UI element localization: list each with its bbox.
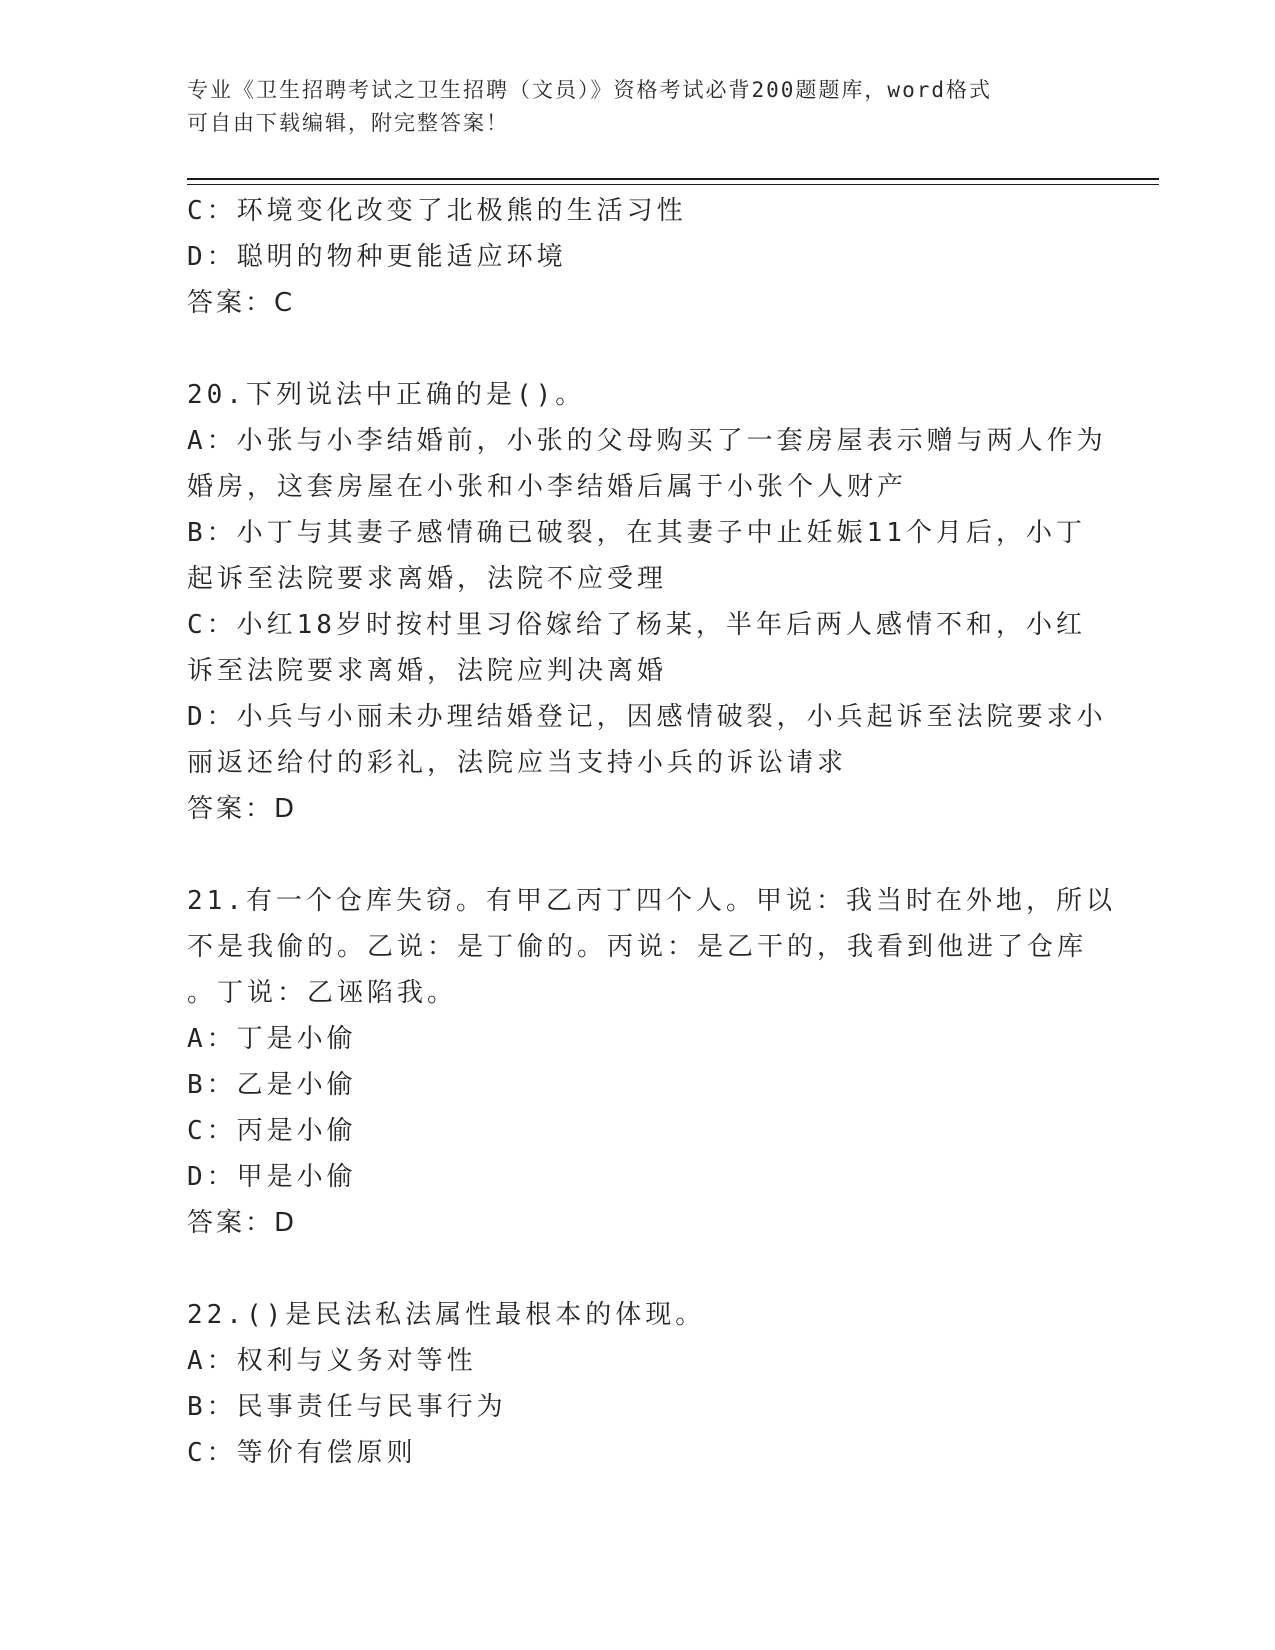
q21-stem-line-3: 。丁说：乙诬陷我。 bbox=[187, 978, 458, 1008]
q21-answer: 答案：D bbox=[187, 1208, 298, 1238]
q20-answer: 答案：D bbox=[187, 794, 298, 824]
spacer bbox=[187, 326, 1087, 372]
header-divider-thick bbox=[187, 178, 1159, 180]
q22-option-a: A：权利与义务对等性 bbox=[187, 1346, 477, 1376]
q20-stem: 20.下列说法中正确的是()。 bbox=[187, 380, 586, 410]
q20-option-a-line-2: 婚房，这套房屋在小张和小李结婚后属于小张个人财产 bbox=[187, 472, 908, 502]
q21-option-b: B：乙是小偷 bbox=[187, 1070, 357, 1100]
header-title-line-2: 可自由下载编辑，附完整答案！ bbox=[187, 111, 509, 135]
q19-option-d: D：聪明的物种更能适应环境 bbox=[187, 242, 567, 272]
header-title-line-1: 专业《卫生招聘考试之卫生招聘（文员）》资格考试必背200题题库，word格式 bbox=[187, 78, 992, 102]
header-divider-thin bbox=[187, 184, 1159, 185]
q20-option-d-line-1: D：小兵与小丽未办理结婚登记，因感情破裂，小兵起诉至法院要求小 bbox=[187, 702, 1107, 732]
q21-option-a: A：丁是小偷 bbox=[187, 1024, 357, 1054]
spacer bbox=[187, 832, 1087, 878]
spacer bbox=[187, 1246, 1087, 1292]
q22-option-b: B：民事责任与民事行为 bbox=[187, 1392, 507, 1422]
q20-option-b-line-1: B：小丁与其妻子感情确已破裂，在其妻子中止妊娠11个月后，小丁 bbox=[187, 518, 1086, 548]
q19-option-c: C：环境变化改变了北极熊的生活习性 bbox=[187, 196, 687, 226]
document-header bbox=[187, 74, 1087, 140]
q20-option-d-line-2: 丽返还给付的彩礼，法院应当支持小兵的诉讼请求 bbox=[187, 748, 848, 778]
q21-stem-line-2: 不是我偷的。乙说：是丁偷的。丙说：是乙干的，我看到他进了仓库 bbox=[187, 932, 1088, 962]
q19-answer: 答案：C bbox=[187, 288, 296, 318]
q21-option-c: C：丙是小偷 bbox=[187, 1116, 357, 1146]
q20-option-c-line-1: C：小红18岁时按村里习俗嫁给了杨某，半年后两人感情不和，小红 bbox=[187, 610, 1086, 640]
q20-option-a-line-1: A：小张与小李结婚前，小张的父母购买了一套房屋表示赠与两人作为 bbox=[187, 426, 1107, 456]
q20-option-b-line-2: 起诉至法院要求离婚，法院不应受理 bbox=[187, 564, 668, 594]
q20-option-c-line-2: 诉至法院要求离婚，法院应判决离婚 bbox=[187, 656, 668, 686]
q22-stem: 22.()是民法私法属性最根本的体现。 bbox=[187, 1300, 706, 1330]
q21-option-d: D：甲是小偷 bbox=[187, 1162, 357, 1192]
question-list bbox=[187, 188, 1116, 1476]
q21-stem-line-1: 21.有一个仓库失窃。有甲乙丙丁四个人。甲说：我当时在外地，所以 bbox=[187, 886, 1116, 916]
q22-option-c: C：等价有偿原则 bbox=[187, 1438, 417, 1468]
